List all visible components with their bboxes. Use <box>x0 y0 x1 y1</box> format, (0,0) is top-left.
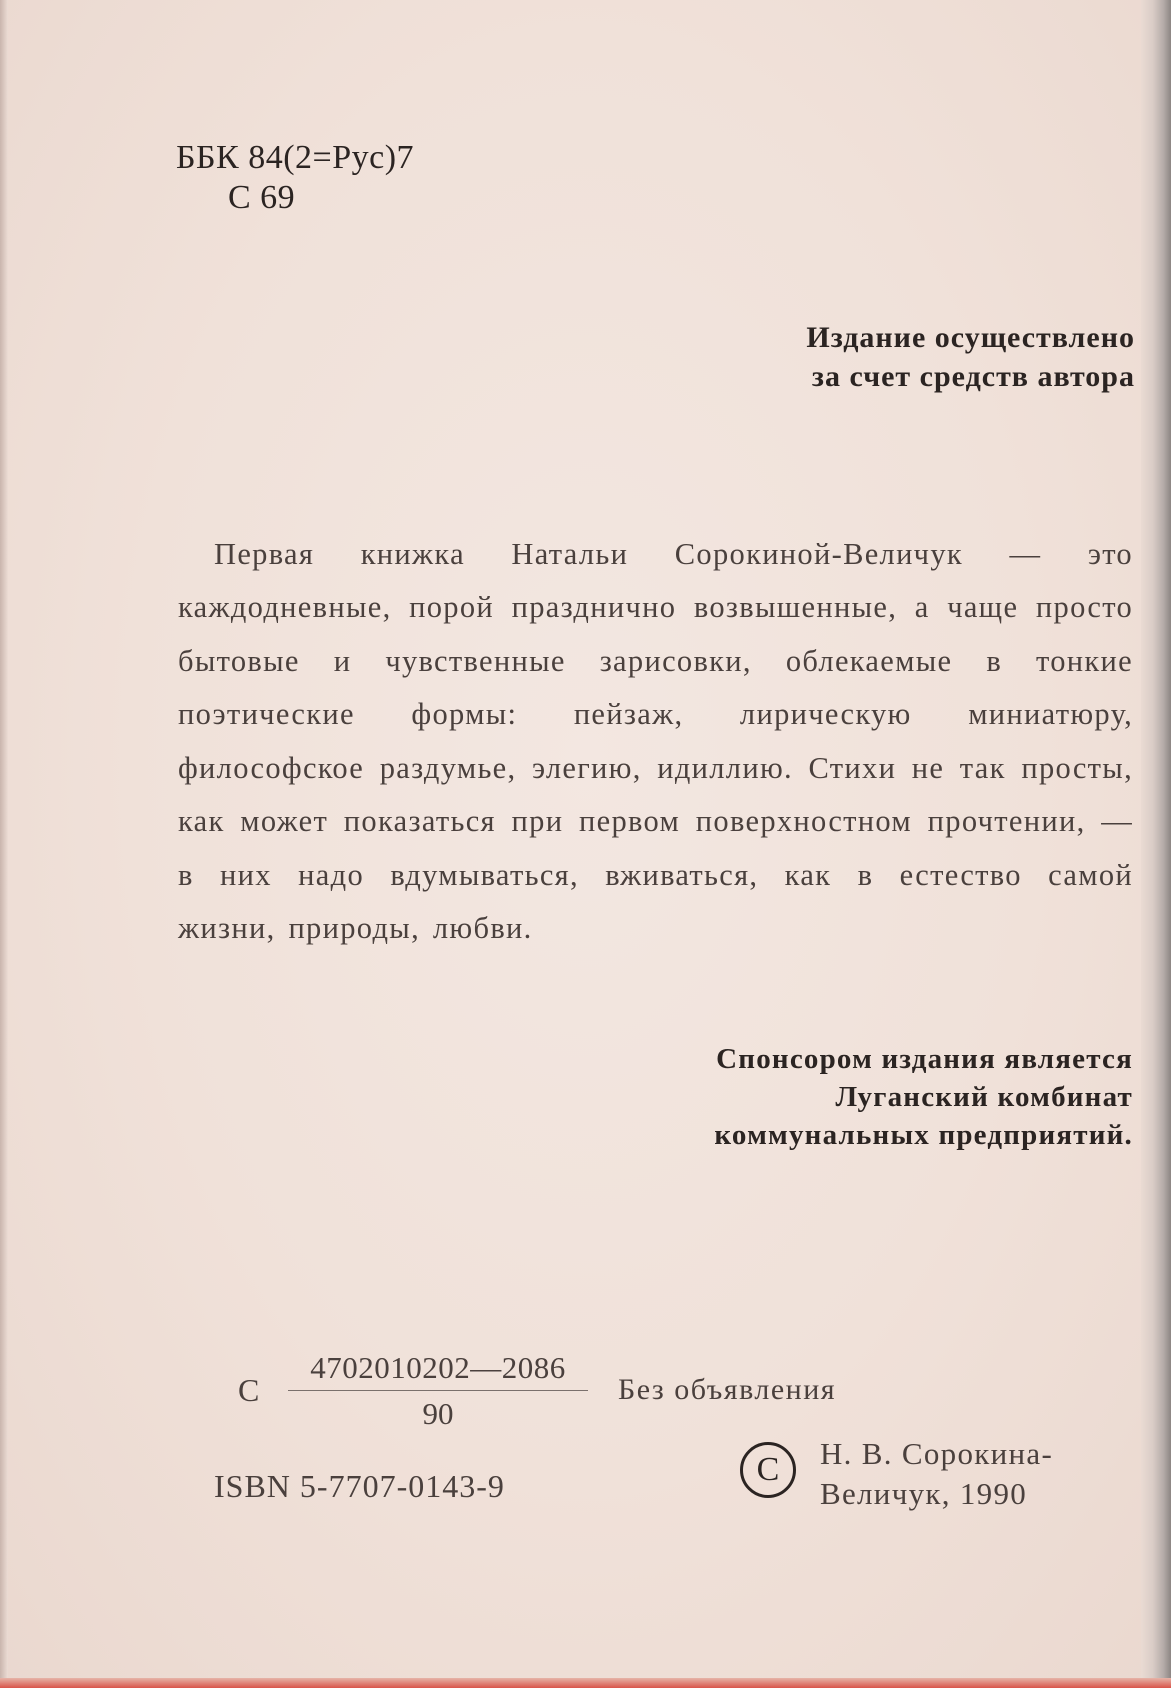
catalog-index <box>288 1350 588 1433</box>
cover-edge <box>0 1678 1171 1688</box>
isbn: ISBN 5-7707-0143-9 <box>214 1468 505 1504</box>
sponsor-note <box>573 1040 1133 1154</box>
author-mark: С 69 <box>228 179 296 216</box>
page-left-edge <box>0 0 8 1688</box>
copyright-holder-line-1: Н. В. Сорокина- <box>820 1436 1054 1471</box>
catalog-letter: С <box>238 1372 260 1408</box>
funding-note-line-1: Издание осуществлено <box>806 321 1135 354</box>
book-description: Первая книжка Натальи Сорокиной-Величук — это каждодневные, порой празднично возвышенные, а чаще просто бытовые и чувственные зарисовки, облекаемые в тонкие поэтические формы: пейзаж, лирическую миниатюру, философское раздумье, элегию, идиллию. Стихи не так просты, как может показаться при первом поверхностном прочтении, — в них надо вдумываться, вживаться, как в естество самой жизни, природы, любви. <box>178 536 1133 945</box>
funding-note <box>615 318 1135 396</box>
funding-note-line-2: за счет средств автора <box>811 360 1135 393</box>
sponsor-note-line-1: Спонсором издания является <box>716 1043 1133 1075</box>
copyright-holder-line-2: Величук, 1990 <box>820 1476 1028 1511</box>
catalog-denominator: 90 <box>422 1396 454 1431</box>
catalog-numerator: 4702010202—2086 <box>288 1350 588 1391</box>
bbk-code: ББК 84(2=Рус)7 <box>176 139 415 176</box>
page-spine-shadow <box>1141 0 1171 1688</box>
no-announcement-note: Без объявления <box>618 1373 837 1406</box>
copyright-icon: С <box>740 1442 796 1498</box>
classification-block <box>176 138 414 218</box>
copyright-holder <box>820 1434 1053 1514</box>
sponsor-note-line-2: Луганский комбинат <box>835 1081 1133 1113</box>
sponsor-note-line-3: коммунальных предприятий. <box>714 1119 1133 1151</box>
